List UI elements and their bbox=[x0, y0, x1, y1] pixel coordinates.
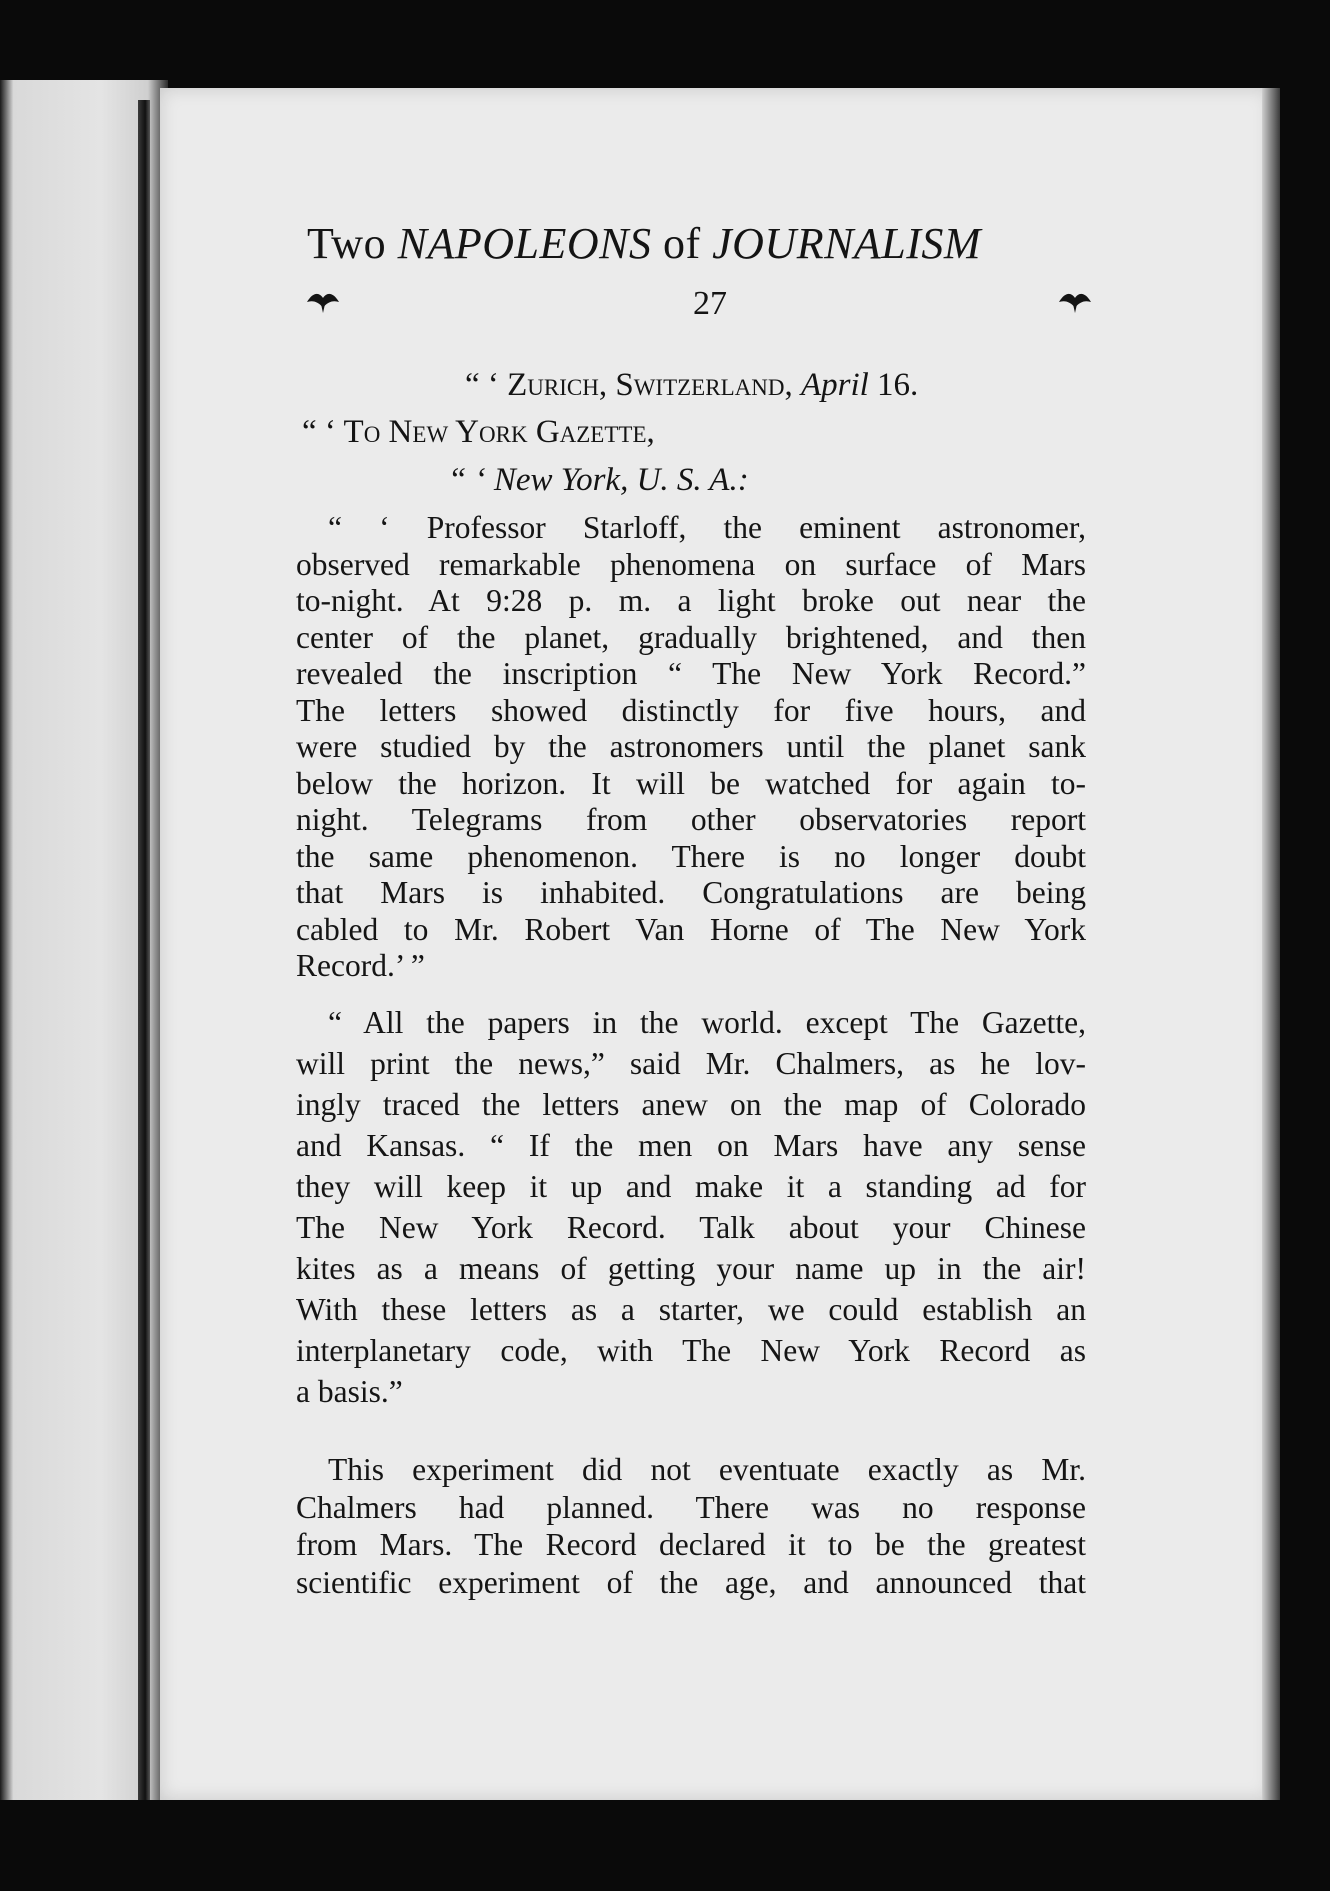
running-head-word-3: of bbox=[662, 219, 701, 268]
text-line: that Mars is inhabited. Congratulations are being bbox=[296, 875, 1086, 910]
text-line: scientific experiment of the age, and announced that bbox=[296, 1564, 1086, 1600]
text-line: With these letters as a starter, we could establish an bbox=[296, 1292, 1086, 1327]
text-line: The letters showed distinctly for five hours, and bbox=[296, 692, 1086, 728]
dateline-day: 16. bbox=[877, 367, 919, 403]
text-line: the same phenomenon. There is no longer doubt bbox=[296, 838, 1086, 874]
text-line: from Mars. The Record declared it to be the greatest bbox=[296, 1527, 1086, 1562]
text-line: will print the news,” said Mr. Chalmers, as he lov- bbox=[296, 1046, 1086, 1081]
text-line: below the horizon. It will be watched for again to- bbox=[296, 765, 1086, 801]
text-line: they will keep it up and make it a standing ad for bbox=[296, 1169, 1086, 1204]
telegram-addressee: “ ‘ To New York Gazette, bbox=[302, 414, 655, 450]
text-line: “ All the papers in the world. except The Gazette, bbox=[328, 1005, 1086, 1040]
text-line: to-night. At 9:28 p. m. a light broke out near the bbox=[296, 583, 1086, 618]
text-line: “ ‘ Professor Starloff, the eminent astronomer, bbox=[328, 510, 1086, 545]
text-line: cabled to Mr. Robert Van Horne of The New York bbox=[296, 911, 1086, 947]
running-head bbox=[307, 218, 1102, 269]
running-head-word-4: JOURNALISM bbox=[712, 219, 982, 268]
text-line: night. Telegrams from other observatories report bbox=[296, 802, 1086, 837]
text-line: Chalmers had planned. There was no response bbox=[296, 1489, 1086, 1525]
right-fleuron-icon bbox=[1057, 290, 1093, 314]
text-line: a basis.” bbox=[296, 1374, 403, 1409]
text-line: center of the planet, gradually brightened, and then bbox=[296, 619, 1086, 655]
text-line: observed remarkable phenomena on surface of Mars bbox=[296, 546, 1086, 582]
text-line: were studied by the astronomers until the planet sank bbox=[296, 729, 1086, 764]
text-line: kites as a means of getting your name up in the air! bbox=[296, 1251, 1086, 1286]
dateline-month: April bbox=[800, 367, 869, 403]
left-fleuron-icon bbox=[305, 290, 341, 314]
text-line: The New York Record. Talk about your Chinese bbox=[296, 1210, 1086, 1245]
book-gutter bbox=[138, 100, 150, 1800]
text-line: revealed the inscription “ The New York Record.” bbox=[296, 656, 1086, 691]
telegram-address-city: “ ‘ New York, U. S. A.: bbox=[448, 462, 749, 498]
running-head-word-2: NAPOLEONS bbox=[397, 219, 652, 268]
telegram-dateline bbox=[465, 367, 918, 403]
text-line: interplanetary code, with The New York Record as bbox=[296, 1333, 1086, 1368]
text-line: ingly traced the letters anew on the map of Colorado bbox=[296, 1087, 1086, 1122]
page-number: 27 bbox=[693, 285, 727, 322]
text-line: This experiment did not eventuate exactly as Mr. bbox=[328, 1452, 1086, 1487]
running-head-word-1: Two bbox=[307, 219, 387, 268]
dateline-place: “ ‘ Zurich, Switzerland, bbox=[465, 367, 793, 403]
page-edge bbox=[1262, 88, 1280, 1800]
text-line: Record.’ ” bbox=[296, 948, 425, 983]
text-line: and Kansas. “ If the men on Mars have any sense bbox=[296, 1128, 1086, 1163]
